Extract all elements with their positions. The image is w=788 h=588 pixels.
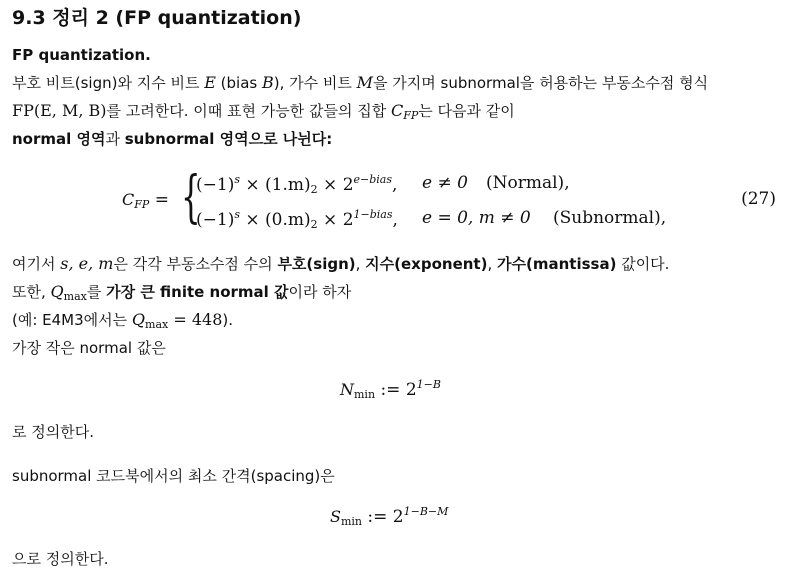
paragraph-define-2: 으로 정의한다. — [12, 550, 109, 568]
subscript: 2 — [310, 183, 318, 196]
bold-exponent: 지수(exponent) — [365, 255, 488, 273]
text: × 2 — [317, 210, 354, 230]
text: := 2 — [362, 507, 404, 527]
paragraph-spacing: subnormal 코드북에서의 최소 간격(spacing)은 — [12, 467, 335, 485]
superscript: s — [234, 208, 240, 221]
paragraph-smallest-normal: 가장 작은 normal 값은 — [12, 339, 166, 357]
subscript: min — [354, 388, 376, 401]
text: , — [392, 175, 398, 195]
text: 을 가지며 subnormal을 허용하는 부동소수점 형식 — [373, 74, 709, 92]
text: 부호 비트(sign)와 지수 비트 — [12, 74, 205, 92]
equation-nmin — [340, 378, 441, 401]
bold-largest-finite-normal: 가장 큰 finite normal 값 — [106, 283, 289, 301]
math-Q: Q — [131, 310, 146, 329]
text: 은 각각 부동소수점 수의 — [113, 255, 278, 273]
math-set-C: C — [391, 101, 404, 120]
superscript: e−bias — [353, 173, 393, 186]
math-N: N — [340, 380, 354, 399]
text: 이라 하자 — [288, 283, 352, 301]
math-M: M — [356, 73, 374, 92]
text: 여기서 — [12, 255, 61, 273]
math-B: B — [261, 73, 274, 92]
text: 를 고려한다. 이때 표현 가능한 값들의 집합 — [106, 102, 391, 120]
text: 값이다. — [616, 255, 670, 273]
text: (예: E4M3에서는 — [12, 311, 132, 329]
paragraph-intro-2 — [12, 101, 515, 126]
math-subscript: FP — [134, 198, 150, 211]
text: , — [355, 255, 366, 273]
math-value: = 448 — [168, 310, 223, 329]
superscript: 1−B — [416, 378, 441, 391]
equation-condition-subnormal: e = 0, m ≠ 0 — [422, 208, 531, 228]
superscript: s — [234, 173, 240, 186]
paragraph-variables — [12, 254, 669, 274]
math-vars: s, e, m — [60, 254, 114, 273]
text: , — [487, 255, 498, 273]
text: 를 — [86, 283, 107, 301]
text: 는 다음과 같이 — [418, 102, 515, 120]
superscript: 1−B−M — [403, 505, 449, 518]
paragraph-intro-1 — [12, 73, 708, 93]
text: 으로 나뉜다: — [248, 130, 333, 148]
text: × (1.m) — [239, 175, 311, 195]
math-set-C: C — [122, 190, 135, 209]
equation-smin — [330, 505, 448, 528]
paragraph-qmax — [12, 282, 351, 307]
paragraph-define-1: 로 정의한다. — [12, 423, 94, 441]
equation-lhs — [122, 190, 169, 211]
text: (−1) — [196, 175, 235, 195]
text: ), 가수 비트 — [273, 74, 357, 92]
subscript: 2 — [310, 218, 318, 231]
equation-row-subnormal — [196, 208, 398, 231]
text: 또한, — [12, 283, 51, 301]
text: := 2 — [375, 380, 417, 400]
paragraph-example — [12, 310, 233, 335]
paragraph-intro-3 — [12, 129, 332, 149]
math-subscript: max — [145, 318, 169, 331]
bold-normal-region: normal 영역 — [12, 130, 106, 148]
math-Q: Q — [50, 282, 64, 301]
paragraph-heading: FP quantization. — [12, 46, 151, 64]
subscript: min — [340, 515, 363, 528]
math-E: E — [204, 73, 216, 92]
text: × 2 — [317, 175, 354, 195]
math-subscript: FP — [403, 109, 419, 122]
text: , — [392, 210, 398, 230]
text: (bias — [215, 74, 262, 92]
section-title: 9.3 정리 2 (FP quantization) — [12, 7, 302, 29]
text: (−1) — [196, 210, 235, 230]
equation-number: (27) — [741, 189, 776, 209]
superscript: 1−bias — [353, 208, 393, 221]
text: × (0.m) — [239, 210, 311, 230]
bold-subnormal-region: subnormal 영역 — [124, 130, 249, 148]
equals-sign: = — [154, 190, 169, 210]
equation-label-subnormal: (Subnormal), — [553, 208, 667, 228]
text: 과 — [105, 130, 125, 148]
bold-mantissa: 가수(mantissa) — [497, 255, 617, 273]
math-S: S — [330, 507, 341, 526]
bold-sign: 부호(sign) — [277, 255, 356, 273]
equation-condition-normal: e ≠ 0 — [422, 173, 468, 193]
math-fp-format: FP(E, M, B) — [12, 101, 107, 120]
equation-row-normal — [196, 173, 397, 196]
left-brace: { — [181, 165, 201, 230]
equation-label-normal: (Normal), — [486, 173, 570, 193]
math-subscript: max — [63, 290, 87, 303]
text: ). — [222, 311, 233, 329]
